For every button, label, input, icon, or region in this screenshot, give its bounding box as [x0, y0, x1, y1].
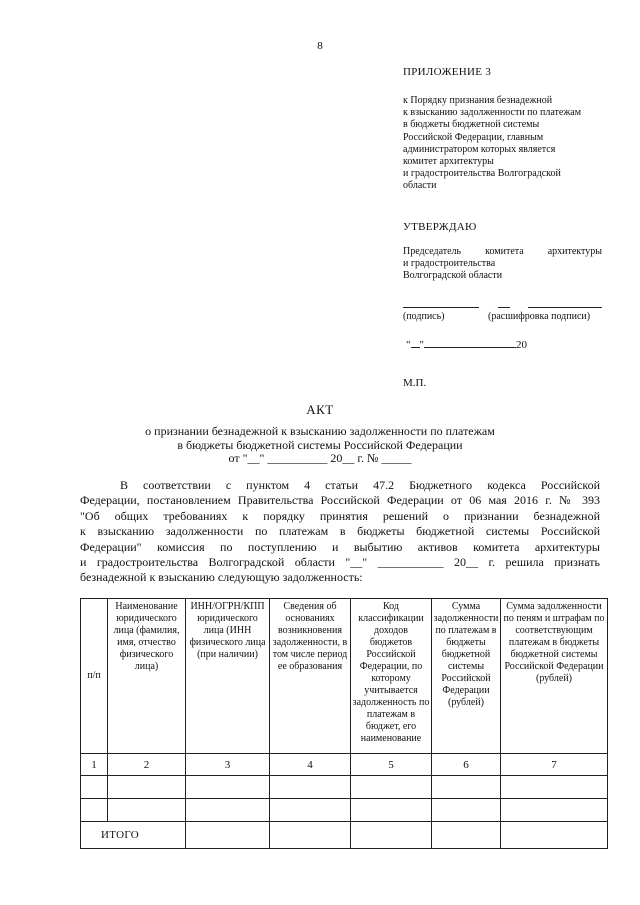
debt-table [80, 598, 608, 849]
table-cell [108, 799, 186, 822]
chair-word: архитектуры [547, 246, 602, 257]
table-cell [270, 822, 351, 849]
quote-close: " [419, 339, 424, 351]
column-number-cell: 1 [81, 754, 108, 776]
chair-line-1 [403, 246, 602, 258]
date-year: 20 [516, 339, 527, 351]
body-line: безнадежной к взысканию следующую задолженность: [80, 570, 363, 585]
body-line: Федерации, постановлением Правительства Российской Федерации от 06 мая 2016 г. № 393 [80, 493, 600, 508]
chair-word: Председатель [403, 246, 462, 257]
table-cell [432, 799, 501, 822]
total-label: ИТОГО [81, 822, 186, 849]
appendix-description [403, 95, 603, 193]
table-cell [81, 799, 108, 822]
act-subtitle-line: в бюджеты бюджетной системы Российской Федерации [177, 437, 463, 452]
day-blank [411, 337, 420, 348]
header-cell: Наименование юридического лица (фамилия, имя, отчество физического лица) [108, 599, 186, 754]
chair-line-2: и градостроительства [403, 258, 496, 270]
table-row [81, 799, 608, 822]
body-line: Федерации" комиссия по поступлению и выбытию активов комитета архитектуры [80, 539, 600, 554]
column-number-cell: 7 [501, 754, 608, 776]
body-line: к взысканию задолженности по платежам в бюджеты бюджетной системы Российской [80, 524, 600, 539]
table-cell [186, 799, 270, 822]
table-cell [432, 776, 501, 799]
table-cell [108, 776, 186, 799]
signature-label: (подпись) [403, 311, 445, 322]
decoding-line [528, 307, 602, 308]
signature-dash [498, 307, 510, 308]
chair-line-3: Волгоградской области [403, 270, 503, 282]
total-row [81, 822, 608, 849]
appendix-title: ПРИЛОЖЕНИЕ 3 [403, 66, 492, 78]
table-cell [186, 776, 270, 799]
table-cell [186, 822, 270, 849]
month-blank [424, 337, 516, 348]
table-cell [270, 799, 351, 822]
header-cell: Код классификации доходов бюджетов Российской Федерации, по которому учитывается задолженность по платежам в бюджет, его наименование [351, 599, 432, 754]
header-cell: Сведения об основаниях возникновения задолженности, в том числе период ее образования [270, 599, 351, 754]
column-number-cell: 5 [351, 754, 432, 776]
column-number-cell: 4 [270, 754, 351, 776]
chair-position [403, 246, 602, 283]
header-cell: п/п [81, 599, 108, 754]
page-number: 8 [317, 40, 323, 52]
appendix-line: и градостроительства Волгоградской [403, 168, 561, 180]
act-body [80, 478, 600, 586]
act-title: АКТ [306, 402, 334, 417]
column-number-row [81, 754, 608, 776]
appendix-line: в бюджеты бюджетной системы [403, 119, 540, 131]
column-number-cell: 3 [186, 754, 270, 776]
column-number-cell: 2 [108, 754, 186, 776]
table-row [81, 776, 608, 799]
stamp-place: М.П. [403, 377, 427, 389]
approval-date [406, 337, 527, 351]
column-number-cell: 6 [432, 754, 501, 776]
table-cell [81, 776, 108, 799]
approval-title: УТВЕРЖДАЮ [403, 221, 477, 233]
table-cell [351, 799, 432, 822]
header-cell: Сумма задолженности по платежам в бюджеты бюджетной системы Российской Федерации (рублей) [432, 599, 501, 754]
appendix-line: Российской Федерации, главным [403, 131, 544, 143]
body-line: и градостроительства Волгоградской области "__" ___________ 20__ г. решила признать [80, 555, 600, 570]
table-header-row [81, 599, 608, 754]
appendix-line: администратором которых является [403, 143, 556, 155]
body-line: В соответствии с пунктом 4 статьи 47.2 Бюджетного кодекса Российской [120, 478, 600, 492]
table-cell [432, 822, 501, 849]
chair-word: комитета [485, 246, 524, 257]
appendix-line: к Порядку признания безнадежной [403, 95, 553, 106]
table-cell [351, 822, 432, 849]
header-cell: Сумма задолженности по пеням и штрафам по соответствующим платежам в бюджеты бюджетной системы Российской Федерации (рублей) [501, 599, 608, 754]
table-cell [501, 822, 608, 849]
quote-open: " [406, 339, 411, 351]
table-cell [501, 776, 608, 799]
appendix-line: области [403, 180, 437, 192]
act-subtitle [100, 425, 540, 466]
appendix-line: к взысканию задолженности по платежам [403, 107, 582, 119]
body-line: "Об общих требованиях к порядку принятия решений о признании безнадежной [80, 508, 600, 523]
act-subtitle-line: о признании безнадежной к взысканию задолженности по платежам [145, 424, 495, 438]
appendix-line: комитет архитектуры [403, 156, 494, 168]
table-cell [270, 776, 351, 799]
decoding-label: (расшифровка подписи) [488, 311, 591, 322]
header-cell: ИНН/ОГРН/КПП юридического лица (ИНН физического лица (при наличии) [186, 599, 270, 754]
act-subtitle-line: от "__" __________ 20__ г. № _____ [228, 451, 412, 465]
table-cell [351, 776, 432, 799]
signature-line [403, 307, 479, 308]
table-cell [501, 799, 608, 822]
